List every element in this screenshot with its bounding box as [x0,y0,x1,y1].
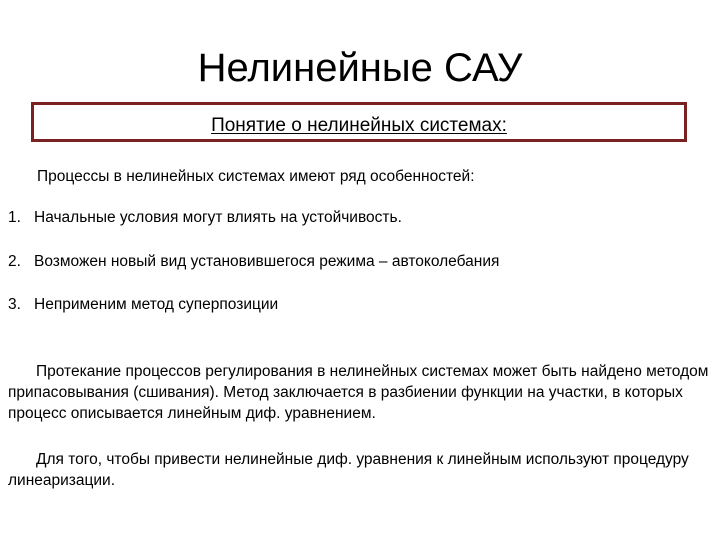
paragraph-stitching-method: Протекание процессов регулирования в нелинейных системах может быть найдено методом припасовывания (сшивания). Метод заключается в разбиении функции на участки, в которых процесс описывается линейным диф. уравнением. [8,363,709,422]
subtitle-box [31,102,687,142]
slide-title: Нелинейные САУ [197,46,523,90]
list-item [8,207,402,228]
list-item [8,294,278,315]
list-number: 1. [8,209,21,226]
intro-text: Процессы в нелинейных системах имеют ряд особенностей: [37,168,475,185]
list-number: 2. [8,253,21,270]
list-number: 3. [8,296,21,313]
subtitle-text: Понятие о нелинейных системах: [211,115,507,136]
list-item-text: Возможен новый вид установившегося режима – автоколебания [34,253,500,270]
paragraph-linearization: Для того, чтобы привести нелинейные диф. уравнения к линейным используют процедуру линеаризации. [8,451,689,489]
list-item [8,251,499,272]
list-item-text: Начальные условия могут влиять на устойчивость. [34,209,402,226]
list-item-text: Неприменим метод суперпозиции [34,296,279,313]
